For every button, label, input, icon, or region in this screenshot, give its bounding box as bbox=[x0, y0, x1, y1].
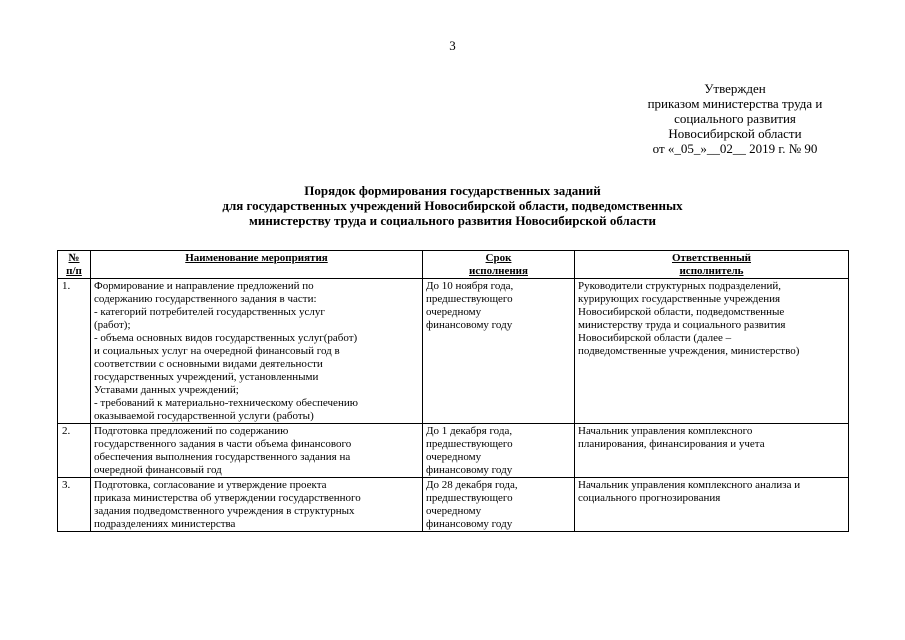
cell-name-line: - требований к материально-техническому обеспечению bbox=[94, 397, 358, 409]
table-row bbox=[58, 478, 849, 532]
cell-name bbox=[91, 279, 423, 424]
cell-term-line: очередному bbox=[426, 451, 482, 463]
cell-name-line: обеспечения выполнения государственного задания на bbox=[94, 451, 351, 463]
cell-term-line: очередному bbox=[426, 306, 482, 318]
cell-name-line: Формирование и направление предложений по bbox=[94, 280, 314, 292]
cell-responsible-line: Руководители структурных подразделений, bbox=[578, 280, 782, 292]
cell-name-line: - категорий потребителей государственных услуг bbox=[94, 306, 325, 318]
cell-responsible bbox=[575, 424, 849, 478]
header-responsible bbox=[575, 251, 849, 279]
cell-term-line: финансовому году bbox=[426, 464, 513, 476]
header-resp-line1: Ответственный bbox=[671, 252, 752, 264]
approval-date-line: от «_05_»__02__ 2019 г. № 90 bbox=[652, 141, 818, 156]
cell-responsible-line: Новосибирской области (далее – bbox=[578, 332, 732, 344]
cell-name-line: задания подведомственного учреждения в структурных bbox=[94, 505, 355, 517]
cell-name-line: очередной финансовый год bbox=[94, 464, 222, 476]
cell-name-line: (работ); bbox=[94, 319, 131, 331]
header-num-line2: п/п bbox=[66, 265, 82, 277]
title-line: для государственных учреждений Новосибирской области, подведомственных bbox=[222, 198, 683, 213]
cell-term bbox=[423, 279, 575, 424]
cell-responsible-line: подведомственные учреждения, министерство) bbox=[578, 345, 800, 357]
cell-name-line: подразделениях министерства bbox=[94, 518, 236, 530]
cell-responsible-line: планирования, финансирования и учета bbox=[578, 438, 765, 450]
cell-name-line: - объема основных видов государственных услуг(работ) bbox=[94, 332, 358, 344]
cell-name-line: государственного задания в части объема финансового bbox=[94, 438, 352, 450]
cell-responsible bbox=[575, 279, 849, 424]
cell-num: 1. bbox=[58, 279, 91, 424]
cell-name-line: соответствии с основными видами деятельности bbox=[94, 358, 323, 370]
document-title bbox=[0, 183, 905, 228]
header-name-text: Наименование мероприятия bbox=[185, 252, 328, 264]
approval-line: социального развития bbox=[674, 111, 796, 126]
cell-name-line: Подготовка, согласование и утверждение проекта bbox=[94, 479, 327, 491]
cell-responsible-line: Начальник управления комплексного bbox=[578, 425, 753, 437]
cell-name bbox=[91, 424, 423, 478]
title-line: министерству труда и социального развития Новосибирской области bbox=[249, 213, 656, 228]
cell-name-line: оказываемой государственной услуги (работы) bbox=[94, 410, 314, 422]
cell-term-line: предшествующего bbox=[426, 293, 513, 305]
cell-responsible bbox=[575, 478, 849, 532]
header-num bbox=[58, 251, 91, 279]
table-header-row bbox=[58, 251, 849, 279]
cell-name bbox=[91, 478, 423, 532]
header-resp-line2: исполнитель bbox=[679, 265, 744, 277]
cell-term-line: финансовому году bbox=[426, 319, 513, 331]
cell-term-line: До 10 ноября года, bbox=[426, 280, 514, 292]
cell-name-line: приказа министерства об утверждении государственного bbox=[94, 492, 361, 504]
approval-line: приказом министерства труда и bbox=[647, 96, 823, 111]
cell-term bbox=[423, 424, 575, 478]
title-line: Порядок формирования государственных заданий bbox=[304, 183, 601, 198]
approval-line: Утвержден bbox=[704, 81, 766, 96]
cell-responsible-line: Новосибирской области, подведомственные bbox=[578, 306, 785, 318]
approval-line: Новосибирской области bbox=[668, 126, 802, 141]
cell-num: 2. bbox=[58, 424, 91, 478]
header-name bbox=[91, 251, 423, 279]
approval-block bbox=[612, 81, 858, 156]
cell-name-line: и социальных услуг на очередной финансовый год в bbox=[94, 345, 340, 357]
cell-term-line: До 28 декабря года, bbox=[426, 479, 518, 491]
cell-term-line: предшествующего bbox=[426, 492, 513, 504]
table-row bbox=[58, 279, 849, 424]
cell-responsible-line: социального прогнозирования bbox=[578, 492, 721, 504]
cell-name-line: содержанию государственного задания в части: bbox=[94, 293, 317, 305]
cell-num: 3. bbox=[58, 478, 91, 532]
cell-name-line: государственных учреждений, установленными bbox=[94, 371, 319, 383]
cell-term-line: финансовому году bbox=[426, 518, 513, 530]
cell-term bbox=[423, 478, 575, 532]
cell-term-line: очередному bbox=[426, 505, 482, 517]
cell-responsible-line: курирующих государственные учреждения bbox=[578, 293, 781, 305]
cell-name-line: Уставами данных учреждений; bbox=[94, 384, 239, 396]
header-num-line1: № bbox=[68, 252, 80, 264]
cell-responsible-line: Начальник управления комплексного анализа и bbox=[578, 479, 801, 491]
cell-term-line: До 1 декабря года, bbox=[426, 425, 513, 437]
cell-term-line: предшествующего bbox=[426, 438, 513, 450]
table-row bbox=[58, 424, 849, 478]
cell-responsible-line: министерству труда и социального развития bbox=[578, 319, 786, 331]
cell-name-line: Подготовка предложений по содержанию bbox=[94, 425, 289, 437]
page-number: 3 bbox=[449, 38, 456, 53]
header-term-line1: Срок bbox=[485, 252, 512, 264]
header-term bbox=[423, 251, 575, 279]
procedure-table bbox=[57, 250, 849, 532]
table-body bbox=[58, 279, 849, 532]
header-term-line2: исполнения bbox=[469, 265, 528, 277]
